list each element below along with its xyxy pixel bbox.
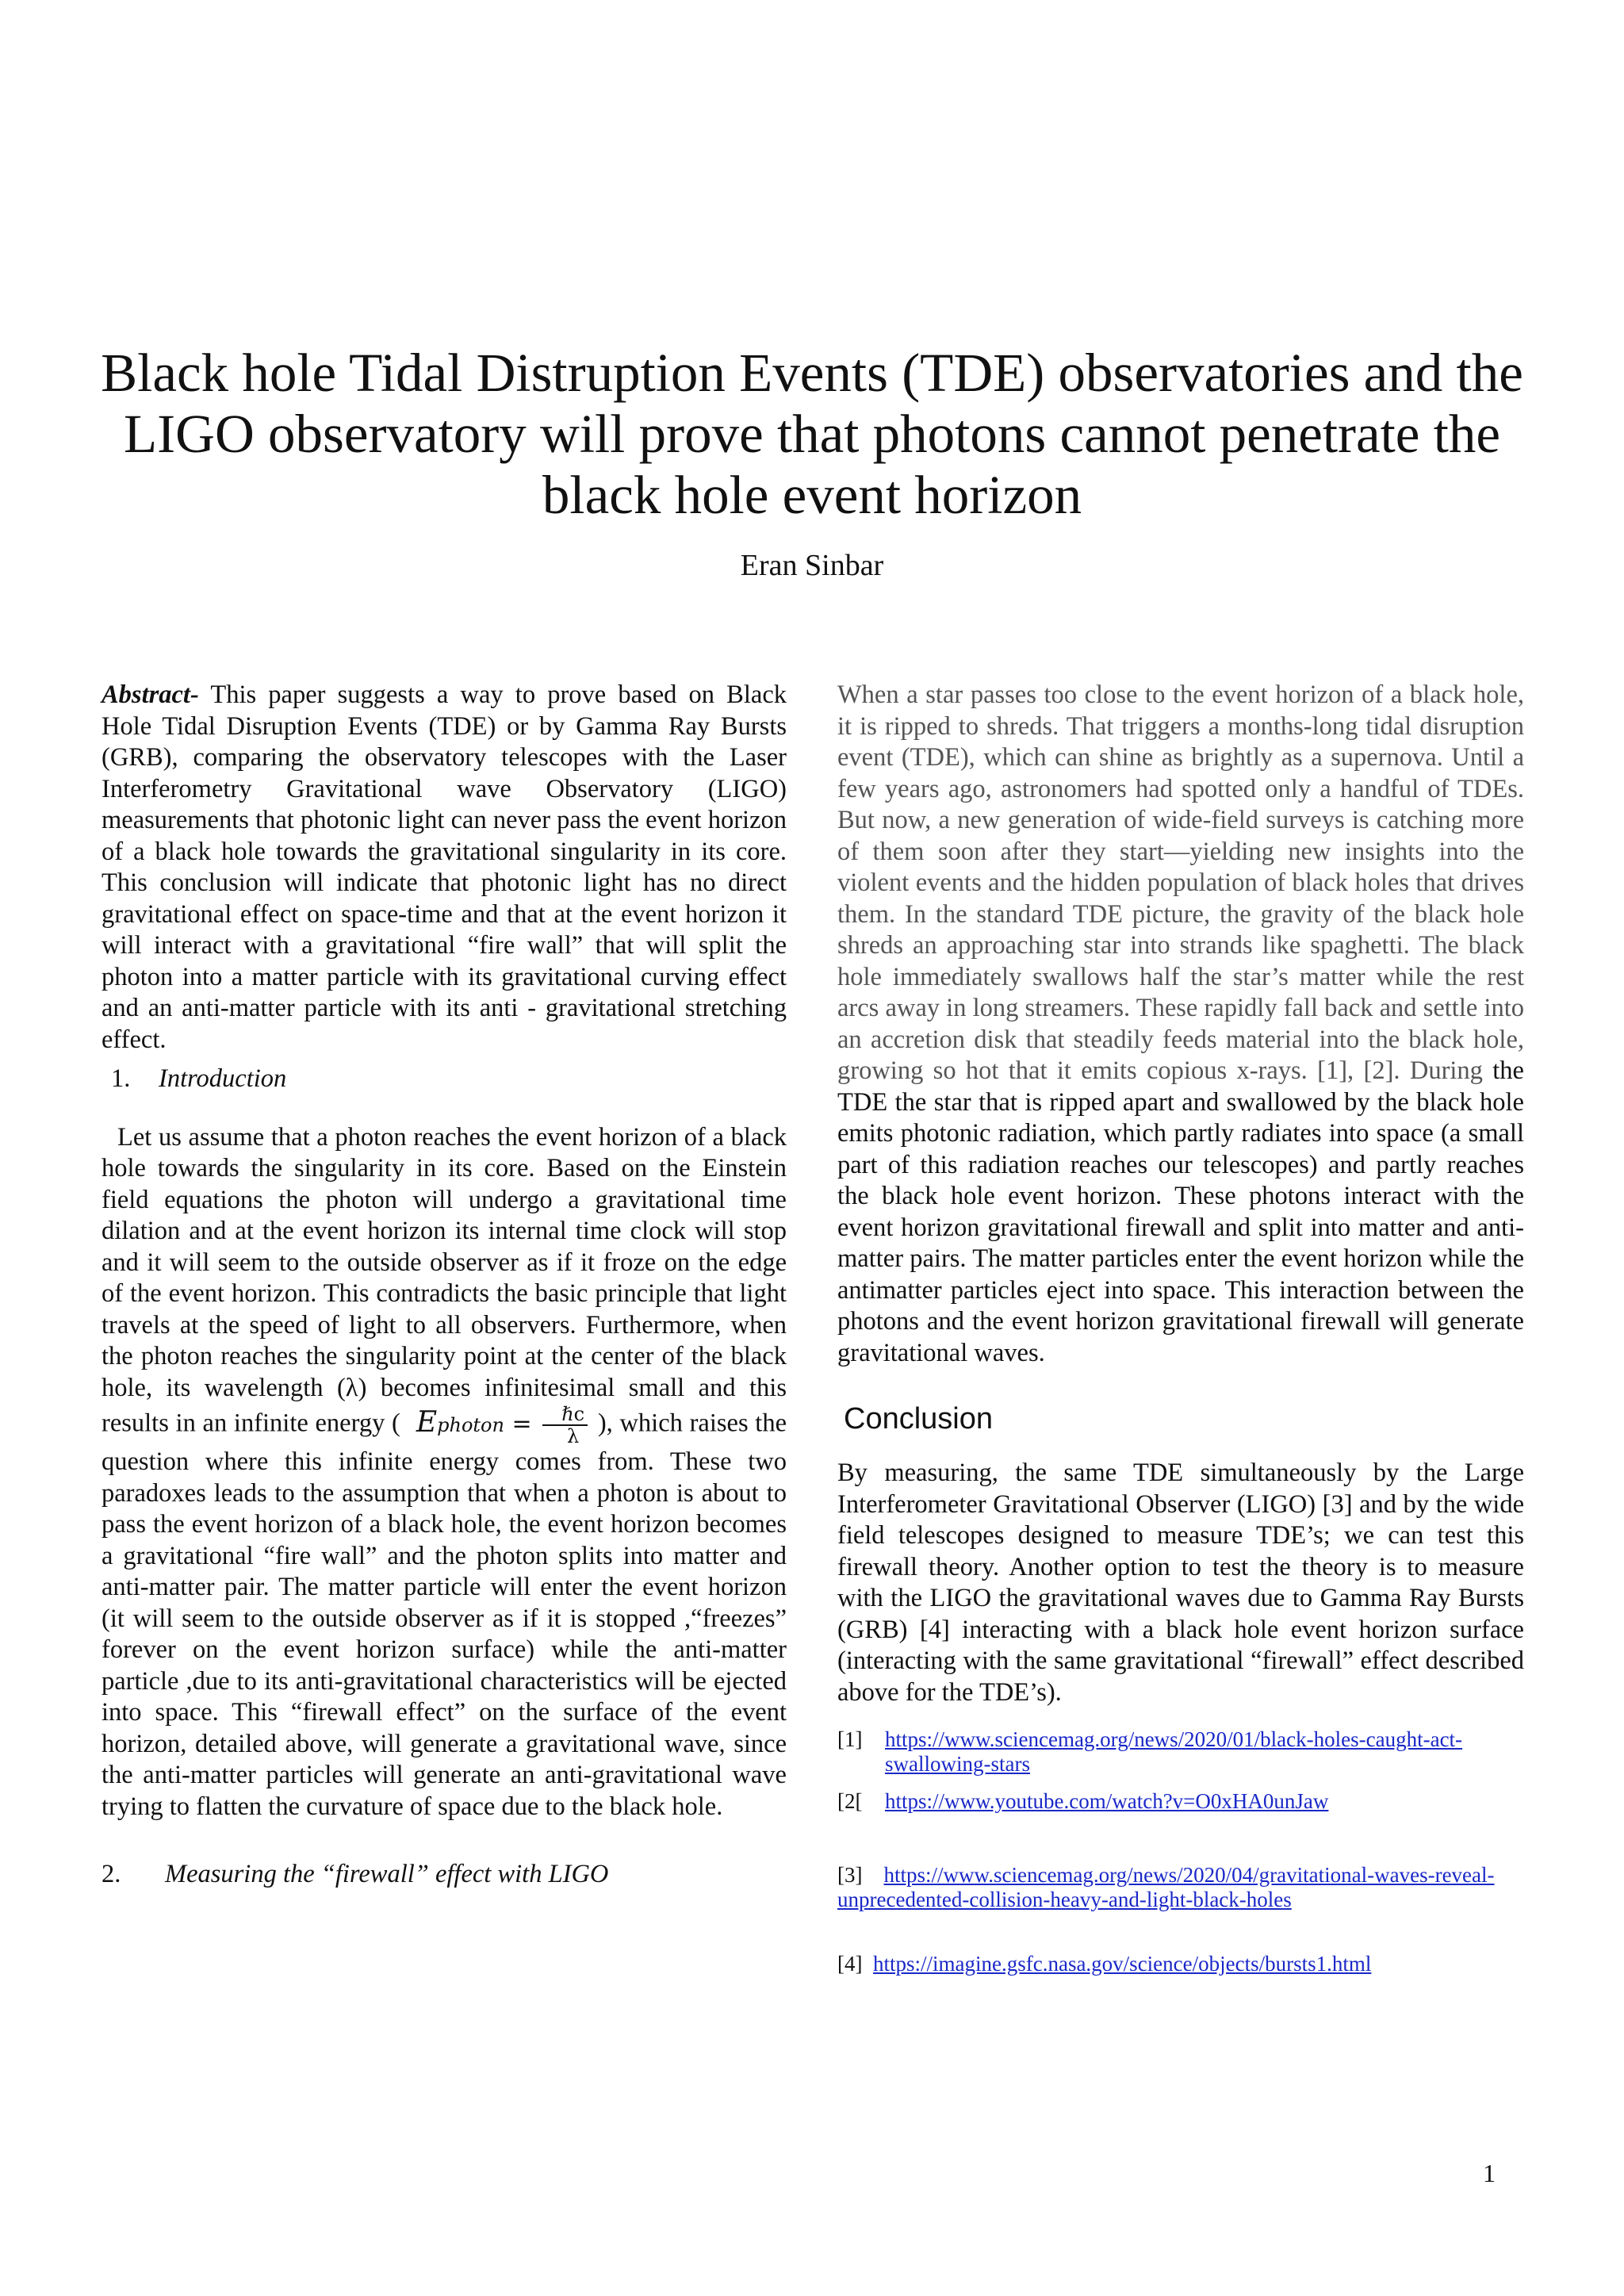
introduction-text-a: Let us assume that a photon reaches the event horizon of a black hole towards the singularity in its core. Based on the Einstein field equations the photon will undergo a gravitational time dilation and at the event horizon its internal time clock will stop and it will seem to the outside observer as if it froze on the edge of the event horizon. This contradicts the basic principle that light travels at the speed of light to all observers. Furthermore, when the photon reaches the singularity point at the center of the black hole, its wavelength (λ) becomes infinitesimal small and this results in an infinite energy ( (102, 1122, 787, 1438)
section-title: Introduction (159, 1064, 287, 1093)
section-title: Measuring the “firewall” effect with LIGO (165, 1860, 609, 1888)
left-column (102, 680, 787, 1891)
reference-link[interactable]: https://www.sciencemag.org/news/2020/04/gravitational-waves-reveal-unprecedented-collision-heavy-and-light-black-holes (837, 1863, 1495, 1911)
reference-item (837, 1863, 1524, 1912)
conclusion-heading: Conclusion (844, 1402, 993, 1435)
introduction-text-b: ), which raises the question where this infinite energy comes from. These two paradoxes leads to the assumption that when a photon is about to pass the event horizon of a black hole, the event horizon becomes a gravitational “fire wall” and the photon splits into matter and anti-matter pair. The matter particle will enter the event horizon (it will seem to the outside observer as if it is stopped ,“freezes” forever on the event horizon surface) while the anti-matter particle ,due to its anti-gravitational characteristics will be ejected into space. This “firewall effect” on the surface of the event horizon, detailed above, will generate a gravitational wave, since the anti-matter particles will generate an anti-gravitational wave trying to flatten the curvature of space due to the black hole. (102, 1409, 787, 1821)
reference-link[interactable]: https://www.sciencemag.org/news/2020/01/black-holes-caught-act-swallowing-stars (885, 1727, 1463, 1776)
section-heading-firewall (102, 1859, 787, 1891)
right-column (837, 680, 1524, 1976)
formula-numerator: ℏc (542, 1404, 588, 1426)
reference-label: [4] (837, 1952, 863, 1976)
reference-link[interactable]: https://www.youtube.com/watch?v=O0xHA0unJaw (885, 1789, 1329, 1813)
author-name: Eran Sinbar (740, 549, 884, 582)
references-list (837, 1727, 1524, 1976)
page-number: 1 (1483, 2159, 1496, 2187)
reference-label: [3] (837, 1863, 863, 1887)
introduction-paragraph (102, 1122, 787, 1823)
reference-item (837, 1727, 1524, 1777)
section-number: 1. (111, 1064, 131, 1093)
tde-paragraph (837, 680, 1524, 1369)
section-number: 2. (102, 1860, 121, 1888)
formula-equals: = (511, 1410, 532, 1438)
formula-fraction (542, 1404, 588, 1447)
reference-item (837, 1789, 1524, 1814)
abstract-text: This paper suggests a way to prove based on Black Hole Tidal Disruption Events (TDE) or by Gamma Ray Bursts (GRB), comparing the observatory telescopes with the Laser Interferometry Gravitational wave Observatory (LIGO) measurements that photonic light can never pass the event horizon of a black hole towards the gravitational singularity in its core. This conclusion will indicate that photonic light has no direct gravitational effect on space-time and that at the event horizon it will interact with a gravitational “fire wall” that will split the photon into a matter particle with its gravitational curving effect and an anti-matter particle with its anti - gravitational stretching effect. (102, 680, 787, 1054)
reference-item (837, 1952, 1524, 1976)
reference-label: [2[ (837, 1789, 863, 1813)
conclusion-paragraph: By measuring, the same TDE simultaneously by the Large Interferometer Gravitational Observer (LIGO) [3] and by the wide field telescopes designed to measure TDE’s; we can test this firewall theory. Another option to test the theory is to measure with the LIGO the gravitational waves due to Gamma Ray Bursts (GRB) [4] interacting with a black hole event horizon surface (interacting with the same gravitational “firewall” effect described above for the TDE’s). (837, 1458, 1524, 1707)
tde-body-text: the TDE the star that is ripped apart and swallowed by the black hole emits photonic radiation, which partly radiates into space (a small part of this radiation reaches our telescopes) and partly reaches the black hole event horizon. These photons interact with the event horizon gravitational firewall and split into matter and anti-matter pairs. The matter particles enter the event horizon while the antimatter particles eject into space. This interaction between the photons and the event horizon gravitational firewall will generate gravitational waves. (837, 1056, 1524, 1367)
formula-energy-symbol: E (416, 1406, 438, 1439)
photon-energy-formula (400, 1404, 591, 1447)
reference-link[interactable]: https://imagine.gsfc.nasa.gov/science/objects/bursts1.html (872, 1952, 1372, 1976)
abstract-label: Abstract- (102, 680, 199, 709)
formula-subscript: photon (437, 1414, 504, 1436)
section-heading-introduction (102, 1064, 787, 1095)
tde-quoted-text: When a star passes too close to the event horizon of a black hole, it is ripped to shreds. That triggers a months-long tidal disruption event (TDE), which can shine as brightly as a supernova. Until a few years ago, astronomers had spotted only a handful of TDEs. But now, a new generation of wide-field surveys is catching more of them soon after they start—yielding new insights into the violent events and the hidden population of black holes that drives them. In the standard TDE picture, the gravity of the black hole shreds an approaching star into strands like spaghetti. The black hole immediately swallows half the star’s matter while the rest arcs away in long streamers. These rapidly fall back and settle into an accretion disk that steadily feeds material into the black hole, growing so hot that it emits copious x-rays. [1], [2]. During (837, 680, 1524, 1085)
formula-denominator: λ (567, 1425, 580, 1447)
paper-title: Black hole Tidal Distruption Events (TDE) observatories and the LIGO observatory will prove that photons cannot penetrate the black hole event horizon (101, 343, 1523, 525)
abstract-paragraph (102, 680, 787, 1056)
reference-label: [1] (837, 1727, 863, 1751)
